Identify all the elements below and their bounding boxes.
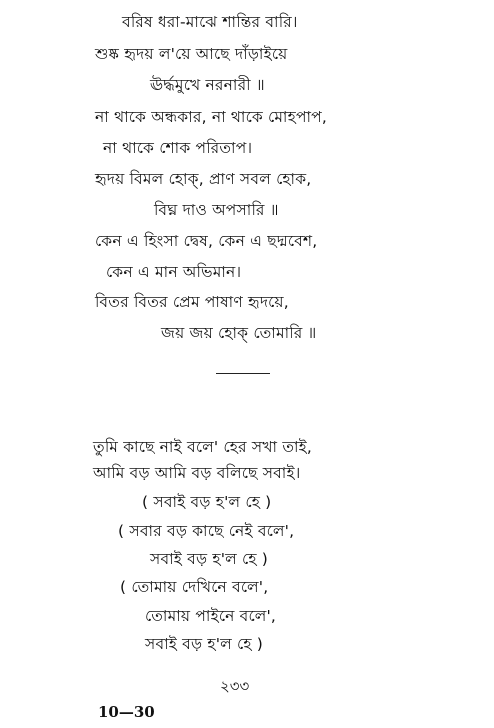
song2-line-3: ( সবাই বড় হ'ল হে ) xyxy=(142,493,272,511)
song1-line-6: হৃদয় বিমল হোক্, প্রাণ সবল হোক, xyxy=(95,170,312,188)
song1-line-9: কেন এ মান অভিমান। xyxy=(106,263,242,281)
page-number: ২৩৩ xyxy=(220,677,250,695)
song1-line-8: কেন এ হিংসা দ্বেষ, কেন এ ছদ্মবেশ, xyxy=(95,232,318,250)
song2-line-8: সবাই বড় হ'ল হে ) xyxy=(145,635,264,653)
song1-line-4: না থাকে অন্ধকার, না থাকে মোহপাপ, xyxy=(95,108,328,126)
song2-line-2: আমি বড় আমি বড় বলিছে সবাই। xyxy=(93,464,301,482)
song1-line-7: বিঘ্ন দাও অপসারি ॥ xyxy=(154,201,279,219)
song2-line-5: সবাই বড় হ'ল হে ) xyxy=(150,550,269,568)
song1-line-3: ঊর্দ্ধমুখে নরনারী ॥ xyxy=(150,76,265,94)
song1-line-1: বরিষ ধরা-মাঝে শান্তির বারি। xyxy=(122,13,298,31)
song2-line-6: ( তোমায় দেখিনে বলে', xyxy=(120,578,269,596)
song2-line-4: ( সবার বড় কাছে নেই বলে', xyxy=(118,522,295,540)
song2-line-7: তোমায় পাইনে বলে', xyxy=(145,607,277,625)
section-divider xyxy=(216,373,270,374)
song1-line-11: জয় জয় হোক্ তোমারি ॥ xyxy=(161,324,317,342)
song1-line-5: না থাকে শোক পরিতাপ। xyxy=(103,139,253,157)
song1-line-10: বিতর বিতর প্রেম পাষাণ হৃদয়ে, xyxy=(95,293,289,311)
printer-signature: 10—30 xyxy=(98,703,155,721)
song2-line-1: তুমি কাছে নাই বলে' হের সখা তাই, xyxy=(93,438,313,456)
song1-line-2: শুষ্ক হৃদয় ল'য়ে আছে দাঁড়াইয়ে xyxy=(95,45,288,63)
